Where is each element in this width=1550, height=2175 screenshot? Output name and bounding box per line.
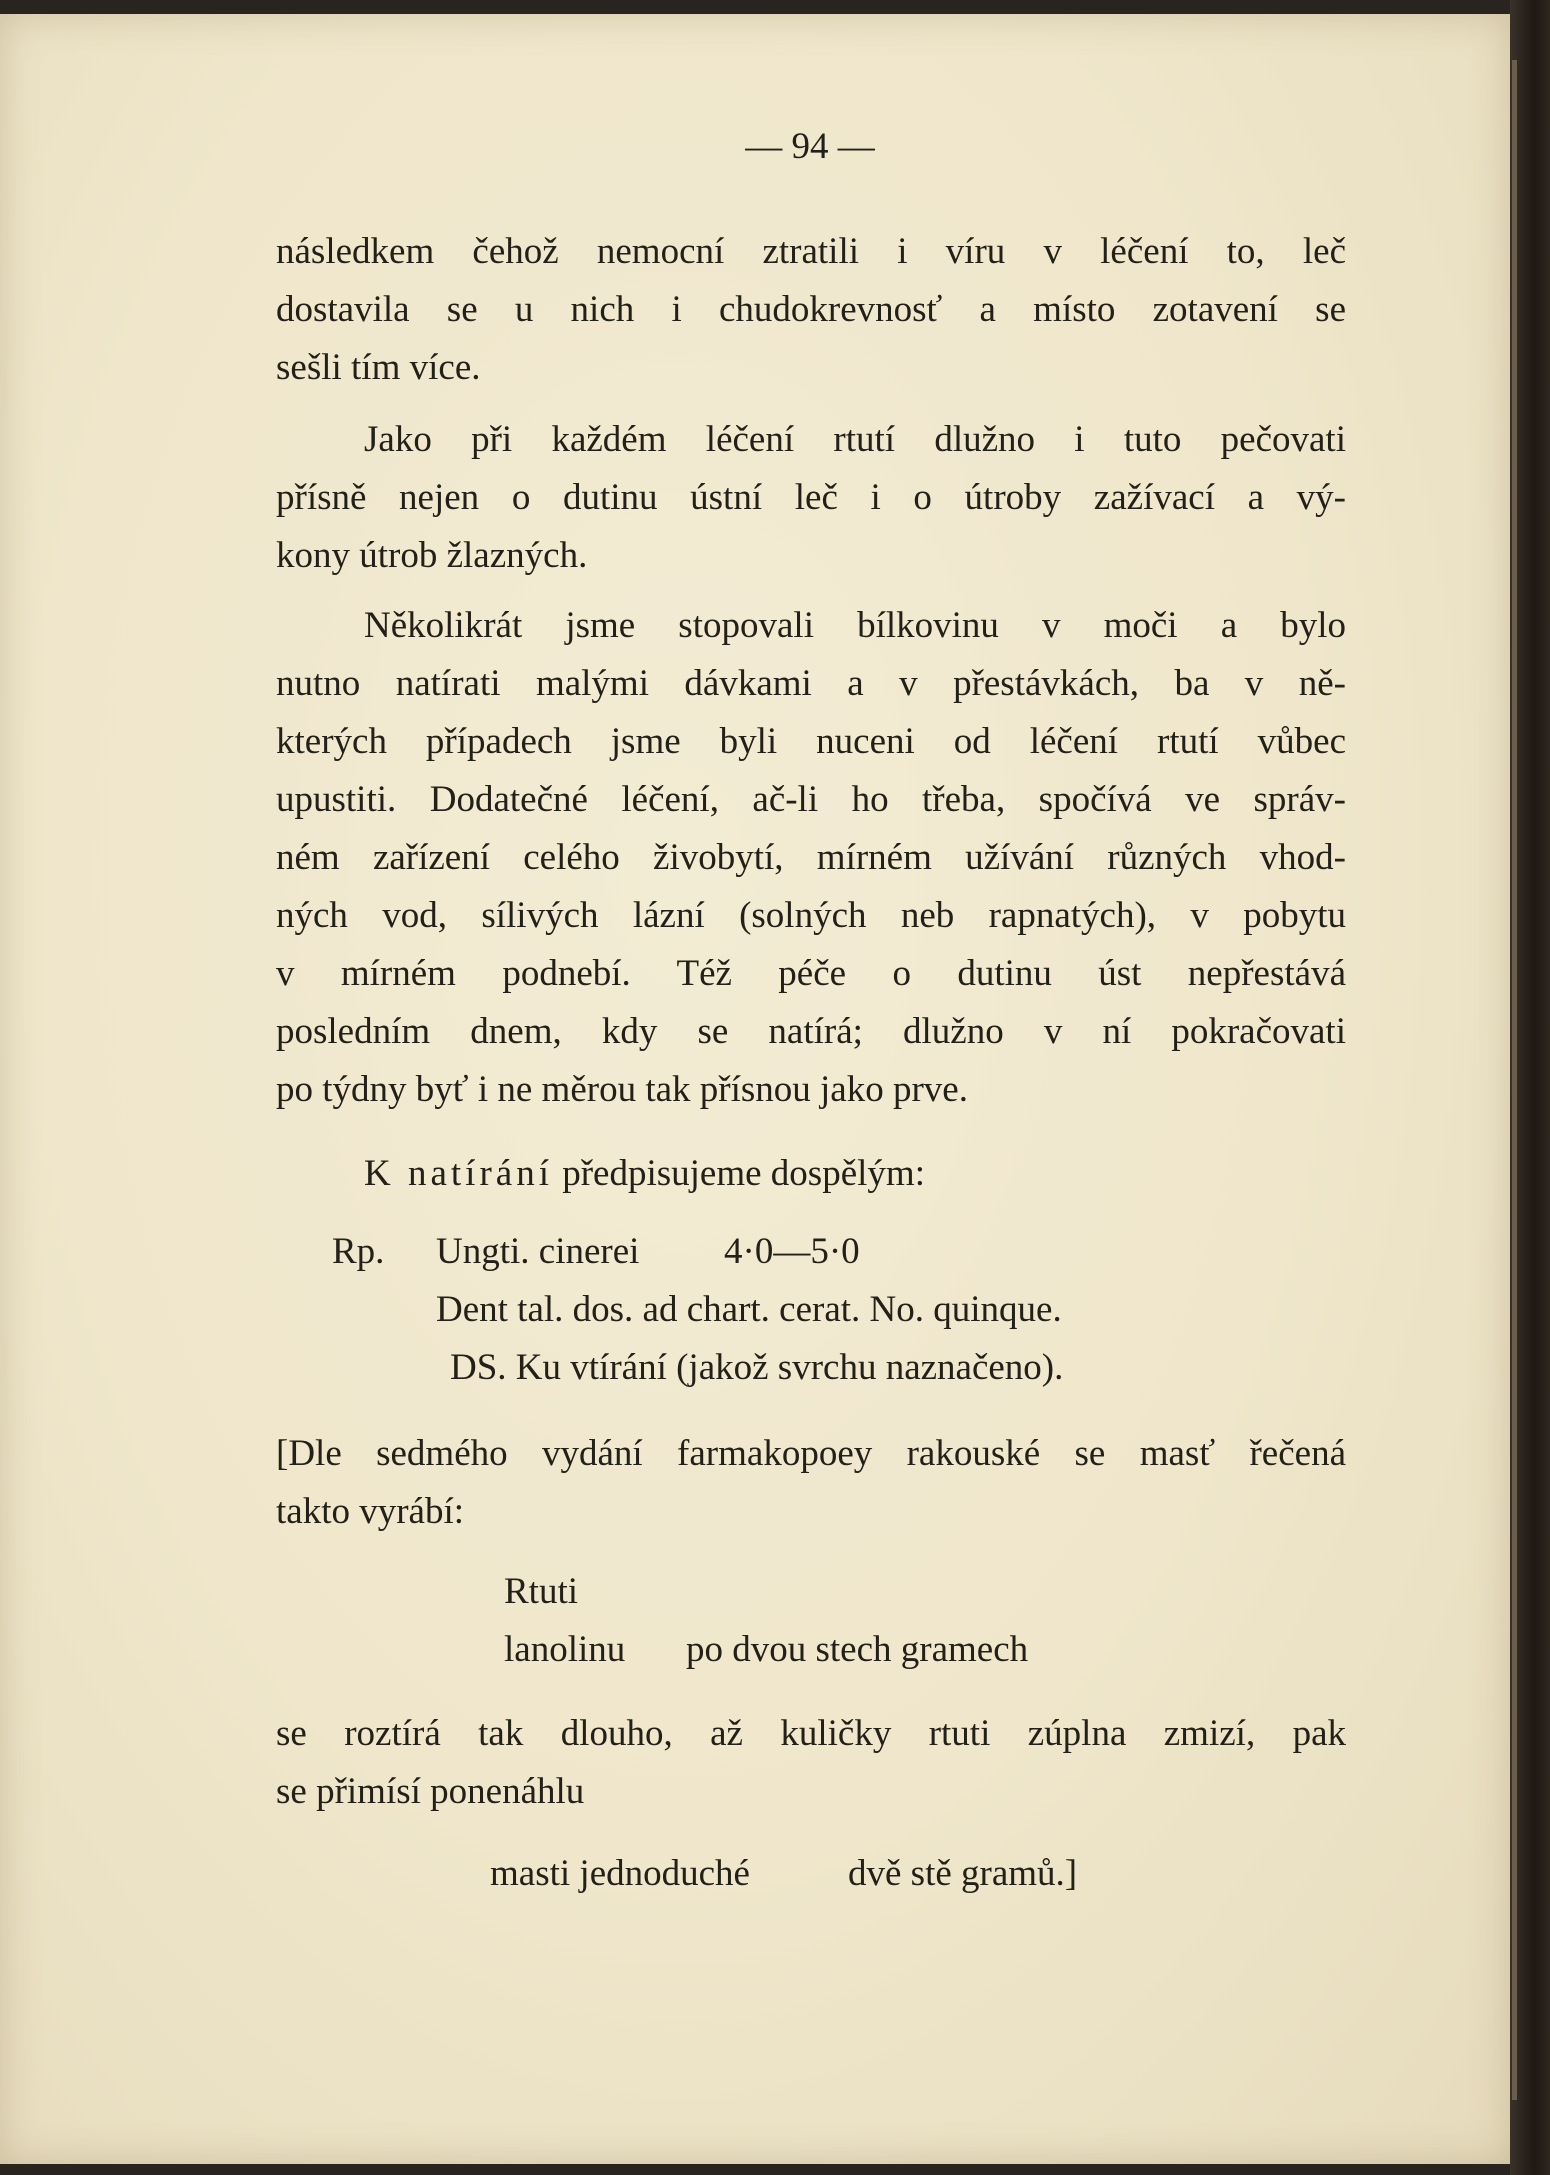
- prescription-dose: 4·0—5·0: [724, 1231, 860, 1272]
- prescription-intro-rest: předpisujeme dospělým:: [562, 1153, 925, 1194]
- paragraph-3-line-3: kterých případech jsme byli nuceni od léčení rtutí vůbec: [276, 721, 1346, 762]
- paragraph-3-line-8: posledním dnem, kdy se natírá; dlužno v ní pokračovati: [276, 1011, 1346, 1052]
- paragraph-5-line-2: se přimísí ponenáhlu: [276, 1771, 585, 1812]
- paragraph-3-line-2: nutno natírati malými dávkami a v přestávkách, ba v ně-: [276, 663, 1346, 704]
- paragraph-3-line-6: ných vod, sílivých lázní (solných neb rapnatých), v pobytu: [276, 895, 1346, 936]
- prescription-rp: Rp.: [332, 1231, 385, 1272]
- prescription-intro-spaced: K natírání: [364, 1153, 553, 1194]
- prescription-intro: [364, 1148, 1264, 1200]
- recipe-ingredient-2: lanolinu: [504, 1629, 626, 1670]
- paragraph-1-line-2: dostavila se u nich i chudokrevnosť a místo zotavení se: [276, 289, 1346, 330]
- paragraph-5-line-1: se roztírá tak dlouho, až kuličky rtuti zúplna zmizí, pak: [276, 1713, 1346, 1754]
- closing-amount: dvě stě gramů.]: [848, 1853, 1078, 1894]
- prescription-line-3: DS. Ku vtírání (jakož svrchu naznačeno).: [450, 1347, 1064, 1388]
- paragraph-4-line-2: takto vyrábí:: [276, 1491, 465, 1532]
- prescription-line-2: Dent tal. dos. ad chart. cerat. No. quinque.: [436, 1289, 1062, 1330]
- paragraph-3-line-7: v mírném podnebí. Též péče o dutinu úst nepřestává: [276, 953, 1346, 994]
- closing-ingredient: masti jednoduché: [490, 1853, 750, 1894]
- prescription-line-1: Ungti. cinerei: [436, 1231, 640, 1272]
- recipe-ingredient-1: Rtuti: [504, 1571, 579, 1612]
- paragraph-3-line-4: upustiti. Dodatečné léčení, ač-li ho třeba, spočívá ve správ-: [276, 779, 1346, 820]
- paragraph-3-line-5: ném zařízení celého živobytí, mírném užívání různých vhod-: [276, 837, 1346, 878]
- paragraph-1-line-3: sešli tím více.: [276, 347, 481, 388]
- paragraph-2-line-3: kony útrob žlazných.: [276, 535, 588, 576]
- paragraph-4-line-1: [Dle sedmého vydání farmakopoey rakouské se masť řečená: [276, 1433, 1346, 1474]
- paragraph-2-line-2: přísně nejen o dutinu ústní leč i o útroby zažívací a vý-: [276, 477, 1346, 518]
- spine-edge: [1512, 60, 1517, 2100]
- page-number: — 94 —: [745, 126, 875, 167]
- paragraph-3-line-1: Několikrát jsme stopovali bílkovinu v moči a bylo: [364, 605, 1346, 646]
- paragraph-2-line-1: Jako při každém léčení rtutí dlužno i tuto pečovati: [364, 419, 1346, 460]
- paragraph-1-line-1: následkem čehož nemocní ztratili i víru v léčení to, leč: [276, 231, 1346, 272]
- recipe-amount: po dvou stech gramech: [686, 1629, 1029, 1670]
- paragraph-3-line-9: po týdny byť i ne měrou tak přísnou jako prve.: [276, 1069, 968, 1110]
